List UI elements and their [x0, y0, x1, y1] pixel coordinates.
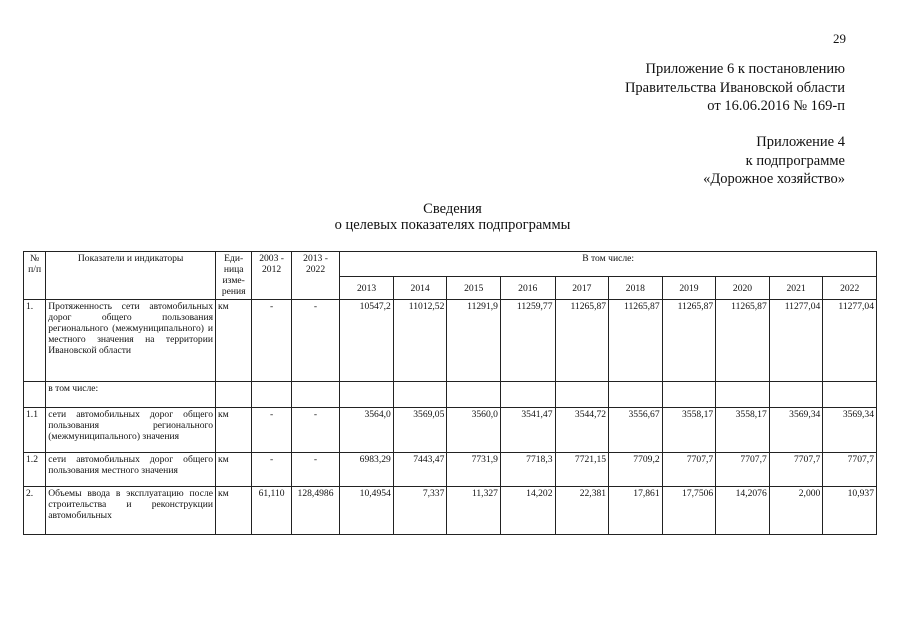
row-unit: км — [216, 487, 252, 535]
row-year-value — [609, 382, 663, 408]
row-period-2013-2022 — [291, 382, 340, 408]
indicators-table — [23, 251, 877, 535]
row-period-2003-2012 — [252, 382, 291, 408]
row-year-value: 7707,7 — [769, 453, 823, 487]
row-year-value: 7721,15 — [555, 453, 609, 487]
row-year-value: 14,202 — [500, 487, 555, 535]
header-year: 2017 — [555, 277, 609, 300]
row-year-value: 3560,0 — [447, 408, 501, 453]
appendix-6-line: от 16.06.2016 № 169-п — [707, 98, 845, 114]
title-line: Сведения — [423, 201, 482, 217]
header-unit: Еди-ница изме-рения — [216, 252, 252, 300]
table-header-row — [24, 252, 877, 277]
row-number: 2. — [24, 487, 46, 535]
header-year: 2016 — [500, 277, 555, 300]
row-year-value: 11,327 — [447, 487, 501, 535]
row-year-value: 11265,87 — [662, 300, 716, 382]
row-unit — [216, 382, 252, 408]
row-indicator-name: в том числе: — [46, 382, 216, 408]
header-year: 2021 — [769, 277, 823, 300]
row-indicator-name: сети автомобильных дорог общего пользования регионального (межмуниципального) значения — [46, 408, 216, 453]
row-year-value: 17,7506 — [662, 487, 716, 535]
row-number: 1. — [24, 300, 46, 382]
header-year: 2013 — [340, 277, 394, 300]
row-indicator-name: сети автомобильных дорог общего пользования местного значения — [46, 453, 216, 487]
row-unit: км — [216, 300, 252, 382]
row-year-value: 22,381 — [555, 487, 609, 535]
header-year: 2014 — [393, 277, 447, 300]
row-year-value: 3544,72 — [555, 408, 609, 453]
row-year-value: 11265,87 — [716, 300, 770, 382]
row-year-value: 3541,47 — [500, 408, 555, 453]
header-period-2013-2022: 2013 - 2022 — [291, 252, 340, 300]
row-period-2003-2012: 61,110 — [252, 487, 291, 535]
appendix-6-header — [625, 60, 845, 116]
title-line: о целевых показателях подпрограммы — [334, 217, 571, 233]
row-year-value: 11265,87 — [609, 300, 663, 382]
row-year-value: 7707,7 — [823, 453, 877, 487]
row-year-value: 2,000 — [769, 487, 823, 535]
table-row — [24, 300, 877, 382]
row-period-2003-2012: - — [252, 300, 291, 382]
row-year-value — [769, 382, 823, 408]
appendix-6-line: Приложение 6 к постановлению — [645, 61, 845, 77]
header-num: № п/п — [24, 252, 46, 300]
row-number: 1.1 — [24, 408, 46, 453]
row-year-value: 11277,04 — [823, 300, 877, 382]
row-year-value — [555, 382, 609, 408]
row-year-value: 7707,7 — [662, 453, 716, 487]
document-title — [0, 201, 905, 233]
row-year-value — [716, 382, 770, 408]
row-number — [24, 382, 46, 408]
header-including: В том числе: — [340, 252, 877, 277]
row-year-value: 3556,67 — [609, 408, 663, 453]
row-unit: км — [216, 408, 252, 453]
row-year-value: 3569,34 — [769, 408, 823, 453]
row-year-value: 7718,3 — [500, 453, 555, 487]
row-year-value: 7731,9 — [447, 453, 501, 487]
table-row — [24, 408, 877, 453]
table-row — [24, 487, 877, 535]
row-year-value — [447, 382, 501, 408]
row-number: 1.2 — [24, 453, 46, 487]
row-year-value: 3569,34 — [823, 408, 877, 453]
appendix-4-line: к подпрограмме — [745, 152, 845, 169]
row-year-value — [393, 382, 447, 408]
appendix-4-line: Приложение 4 — [756, 134, 845, 150]
row-year-value: 3569,05 — [393, 408, 447, 453]
row-year-value: 10,4954 — [340, 487, 394, 535]
row-indicator-name: Протяженность сети автомобильных дорог общего пользования регионального (межмуниципального) и местного значения на территории Ивановской области — [46, 300, 216, 382]
appendix-6-line: Правительства Ивановской области — [624, 79, 845, 96]
row-year-value: 11259,77 — [500, 300, 555, 382]
header-year: 2022 — [823, 277, 877, 300]
row-period-2013-2022: 128,4986 — [291, 487, 340, 535]
row-period-2013-2022: - — [291, 453, 340, 487]
row-year-value: 3558,17 — [716, 408, 770, 453]
header-indicator: Показатели и индикаторы — [46, 252, 216, 300]
header-year: 2018 — [609, 277, 663, 300]
header-year: 2015 — [447, 277, 501, 300]
row-year-value: 7,337 — [393, 487, 447, 535]
row-year-value: 7707,7 — [716, 453, 770, 487]
row-year-value: 6983,29 — [340, 453, 394, 487]
row-year-value: 11012,52 — [393, 300, 447, 382]
header-year: 2019 — [662, 277, 716, 300]
row-year-value: 11291,9 — [447, 300, 501, 382]
row-year-value: 7443,47 — [393, 453, 447, 487]
row-year-value: 10,937 — [823, 487, 877, 535]
row-year-value — [340, 382, 394, 408]
row-period-2013-2022: - — [291, 300, 340, 382]
row-period-2013-2022: - — [291, 408, 340, 453]
row-year-value: 7709,2 — [609, 453, 663, 487]
row-period-2003-2012: - — [252, 408, 291, 453]
row-year-value: 10547,2 — [340, 300, 394, 382]
row-year-value: 11265,87 — [555, 300, 609, 382]
row-year-value: 14,2076 — [716, 487, 770, 535]
table-row — [24, 382, 877, 408]
row-year-value — [500, 382, 555, 408]
row-year-value: 3558,17 — [662, 408, 716, 453]
row-indicator-name: Объемы ввода в эксплуатацию после строительства и реконструкции автомобильных — [46, 487, 216, 535]
row-period-2003-2012: - — [252, 453, 291, 487]
row-year-value — [662, 382, 716, 408]
appendix-4-line: «Дорожное хозяйство» — [703, 171, 845, 187]
row-year-value — [823, 382, 877, 408]
header-year: 2020 — [716, 277, 770, 300]
row-year-value: 17,861 — [609, 487, 663, 535]
table-row — [24, 453, 877, 487]
page-number: 29 — [833, 31, 846, 46]
header-period-2003-2012: 2003 - 2012 — [252, 252, 291, 300]
row-unit: км — [216, 453, 252, 487]
row-year-value: 3564,0 — [340, 408, 394, 453]
appendix-4-header — [703, 133, 845, 189]
row-year-value: 11277,04 — [769, 300, 823, 382]
